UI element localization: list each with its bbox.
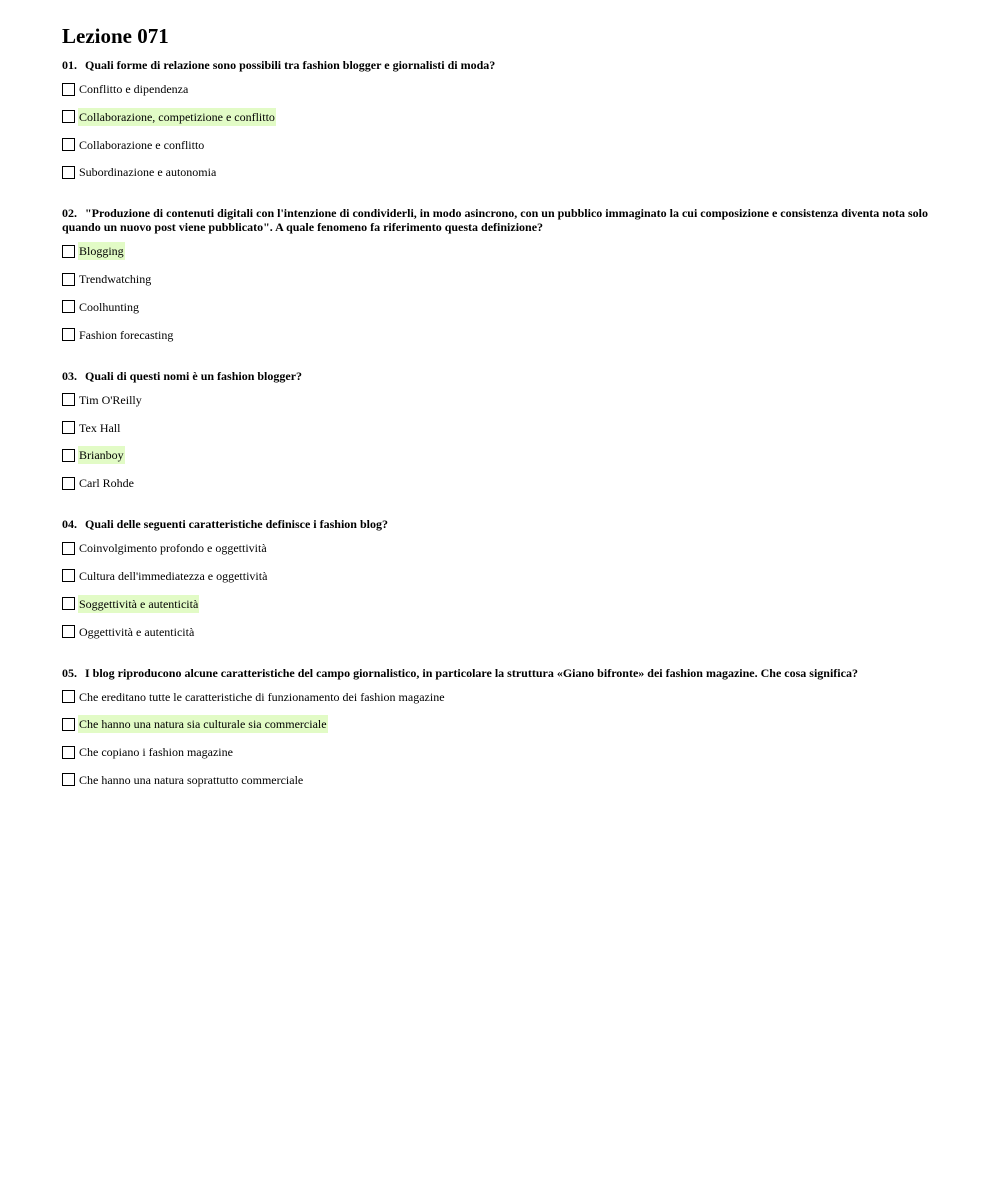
answer-label: Coolhunting	[79, 299, 140, 314]
answer-label: Coinvolgimento profondo e oggettività	[79, 541, 267, 556]
answer-checkbox[interactable]	[62, 718, 75, 731]
answer-label: Cultura dell'immediatezza e oggettività	[79, 568, 268, 583]
question-number: 03.	[62, 368, 77, 383]
answer-list	[62, 391, 942, 492]
answer-option[interactable]	[62, 419, 942, 437]
question-prompt: Quali forme di relazione sono possibili tra fashion blogger e giornalisti di moda?	[85, 58, 496, 72]
question-prompt: Quali delle seguenti caratteristiche definisce i fashion blog?	[85, 517, 388, 532]
answer-checkbox[interactable]	[62, 300, 75, 313]
answer-option[interactable]	[62, 743, 942, 761]
answer-option[interactable]	[62, 688, 942, 706]
answer-label: Soggettività e autenticità	[79, 596, 199, 611]
answer-label: Blogging	[79, 244, 124, 259]
answer-option[interactable]	[62, 326, 942, 344]
question-text	[62, 206, 942, 234]
answer-option[interactable]	[62, 446, 942, 464]
question-1	[62, 58, 942, 181]
answer-label: Carl Rohde	[79, 476, 134, 491]
answer-option[interactable]	[62, 539, 942, 557]
question-2	[62, 206, 942, 343]
answer-label: Collaborazione e conflitto	[79, 137, 205, 152]
question-prompt: Quali di questi nomi è un fashion blogger?	[85, 368, 303, 383]
answer-checkbox[interactable]	[62, 477, 75, 490]
answer-option[interactable]	[62, 623, 942, 641]
answer-checkbox[interactable]	[62, 449, 75, 462]
answer-label: Che hanno una natura sia culturale sia commerciale	[79, 717, 327, 732]
answer-checkbox[interactable]	[62, 138, 75, 151]
answer-list	[62, 688, 942, 789]
question-prompt: I blog riproducono alcune caratteristiche del campo giornalistico, in particolare la struttura «Giano bifronte» dei fashion magazine. Che cosa significa?	[85, 665, 858, 680]
quiz-page	[62, 24, 942, 814]
answer-option[interactable]	[62, 595, 942, 613]
answer-option[interactable]	[62, 270, 942, 288]
answer-checkbox[interactable]	[62, 773, 75, 786]
answer-option[interactable]	[62, 771, 942, 789]
question-text	[62, 666, 942, 680]
answer-label: Subordinazione e autonomia	[79, 165, 217, 180]
answer-option[interactable]	[62, 80, 942, 98]
answer-label: Tim O'Reilly	[79, 392, 142, 407]
answer-checkbox[interactable]	[62, 746, 75, 759]
answer-option[interactable]	[62, 242, 942, 260]
question-4	[62, 517, 942, 640]
answer-checkbox[interactable]	[62, 328, 75, 341]
answer-checkbox[interactable]	[62, 569, 75, 582]
answer-checkbox[interactable]	[62, 110, 75, 123]
answer-checkbox[interactable]	[62, 625, 75, 638]
answer-checkbox[interactable]	[62, 421, 75, 434]
answer-list	[62, 539, 942, 640]
page-title: Lezione 071	[62, 24, 169, 48]
question-text	[62, 517, 942, 531]
question-prompt: "Produzione di contenuti digitali con l'intenzione di condividerli, in modo asincrono, con un pubblico immaginato la cui composizione e consistenza diventa nota solo quando un nuovo post viene pubblicato". A quale fenomeno fa riferimento questa definizione?	[62, 206, 928, 235]
answer-label: Oggettività e autenticità	[79, 624, 195, 639]
answer-option[interactable]	[62, 163, 942, 181]
answer-option[interactable]	[62, 715, 942, 733]
answer-label: Che ereditano tutte le caratteristiche di funzionamento dei fashion magazine	[79, 689, 445, 704]
answer-option[interactable]	[62, 298, 942, 316]
answer-option[interactable]	[62, 567, 942, 585]
answer-label: Trendwatching	[79, 272, 152, 287]
answer-label: Fashion forecasting	[79, 327, 174, 342]
answer-checkbox[interactable]	[62, 597, 75, 610]
question-3	[62, 369, 942, 492]
answer-label: Tex Hall	[79, 420, 121, 435]
answer-label: Conflitto e dipendenza	[79, 82, 189, 96]
answer-checkbox[interactable]	[62, 393, 75, 406]
question-text	[62, 58, 942, 72]
answer-checkbox[interactable]	[62, 166, 75, 179]
question-number: 02.	[62, 206, 77, 221]
question-5	[62, 666, 942, 789]
answer-list	[62, 80, 942, 181]
answer-option[interactable]	[62, 474, 942, 492]
question-number: 05.	[62, 665, 77, 680]
answer-label: Che hanno una natura soprattutto commerciale	[79, 772, 304, 787]
question-number: 04.	[62, 517, 77, 532]
answer-checkbox[interactable]	[62, 542, 75, 555]
answer-checkbox[interactable]	[62, 690, 75, 703]
question-text	[62, 369, 942, 383]
answer-checkbox[interactable]	[62, 83, 75, 96]
answer-option[interactable]	[62, 391, 942, 409]
answer-label: Collaborazione, competizione e conflitto	[79, 109, 275, 124]
answer-option[interactable]	[62, 108, 942, 126]
answer-label: Che copiano i fashion magazine	[79, 745, 233, 760]
question-number: 01.	[62, 58, 77, 72]
answer-checkbox[interactable]	[62, 245, 75, 258]
answer-checkbox[interactable]	[62, 273, 75, 286]
answer-option[interactable]	[62, 136, 942, 154]
answer-list	[62, 242, 942, 343]
answer-label: Brianboy	[79, 448, 124, 463]
